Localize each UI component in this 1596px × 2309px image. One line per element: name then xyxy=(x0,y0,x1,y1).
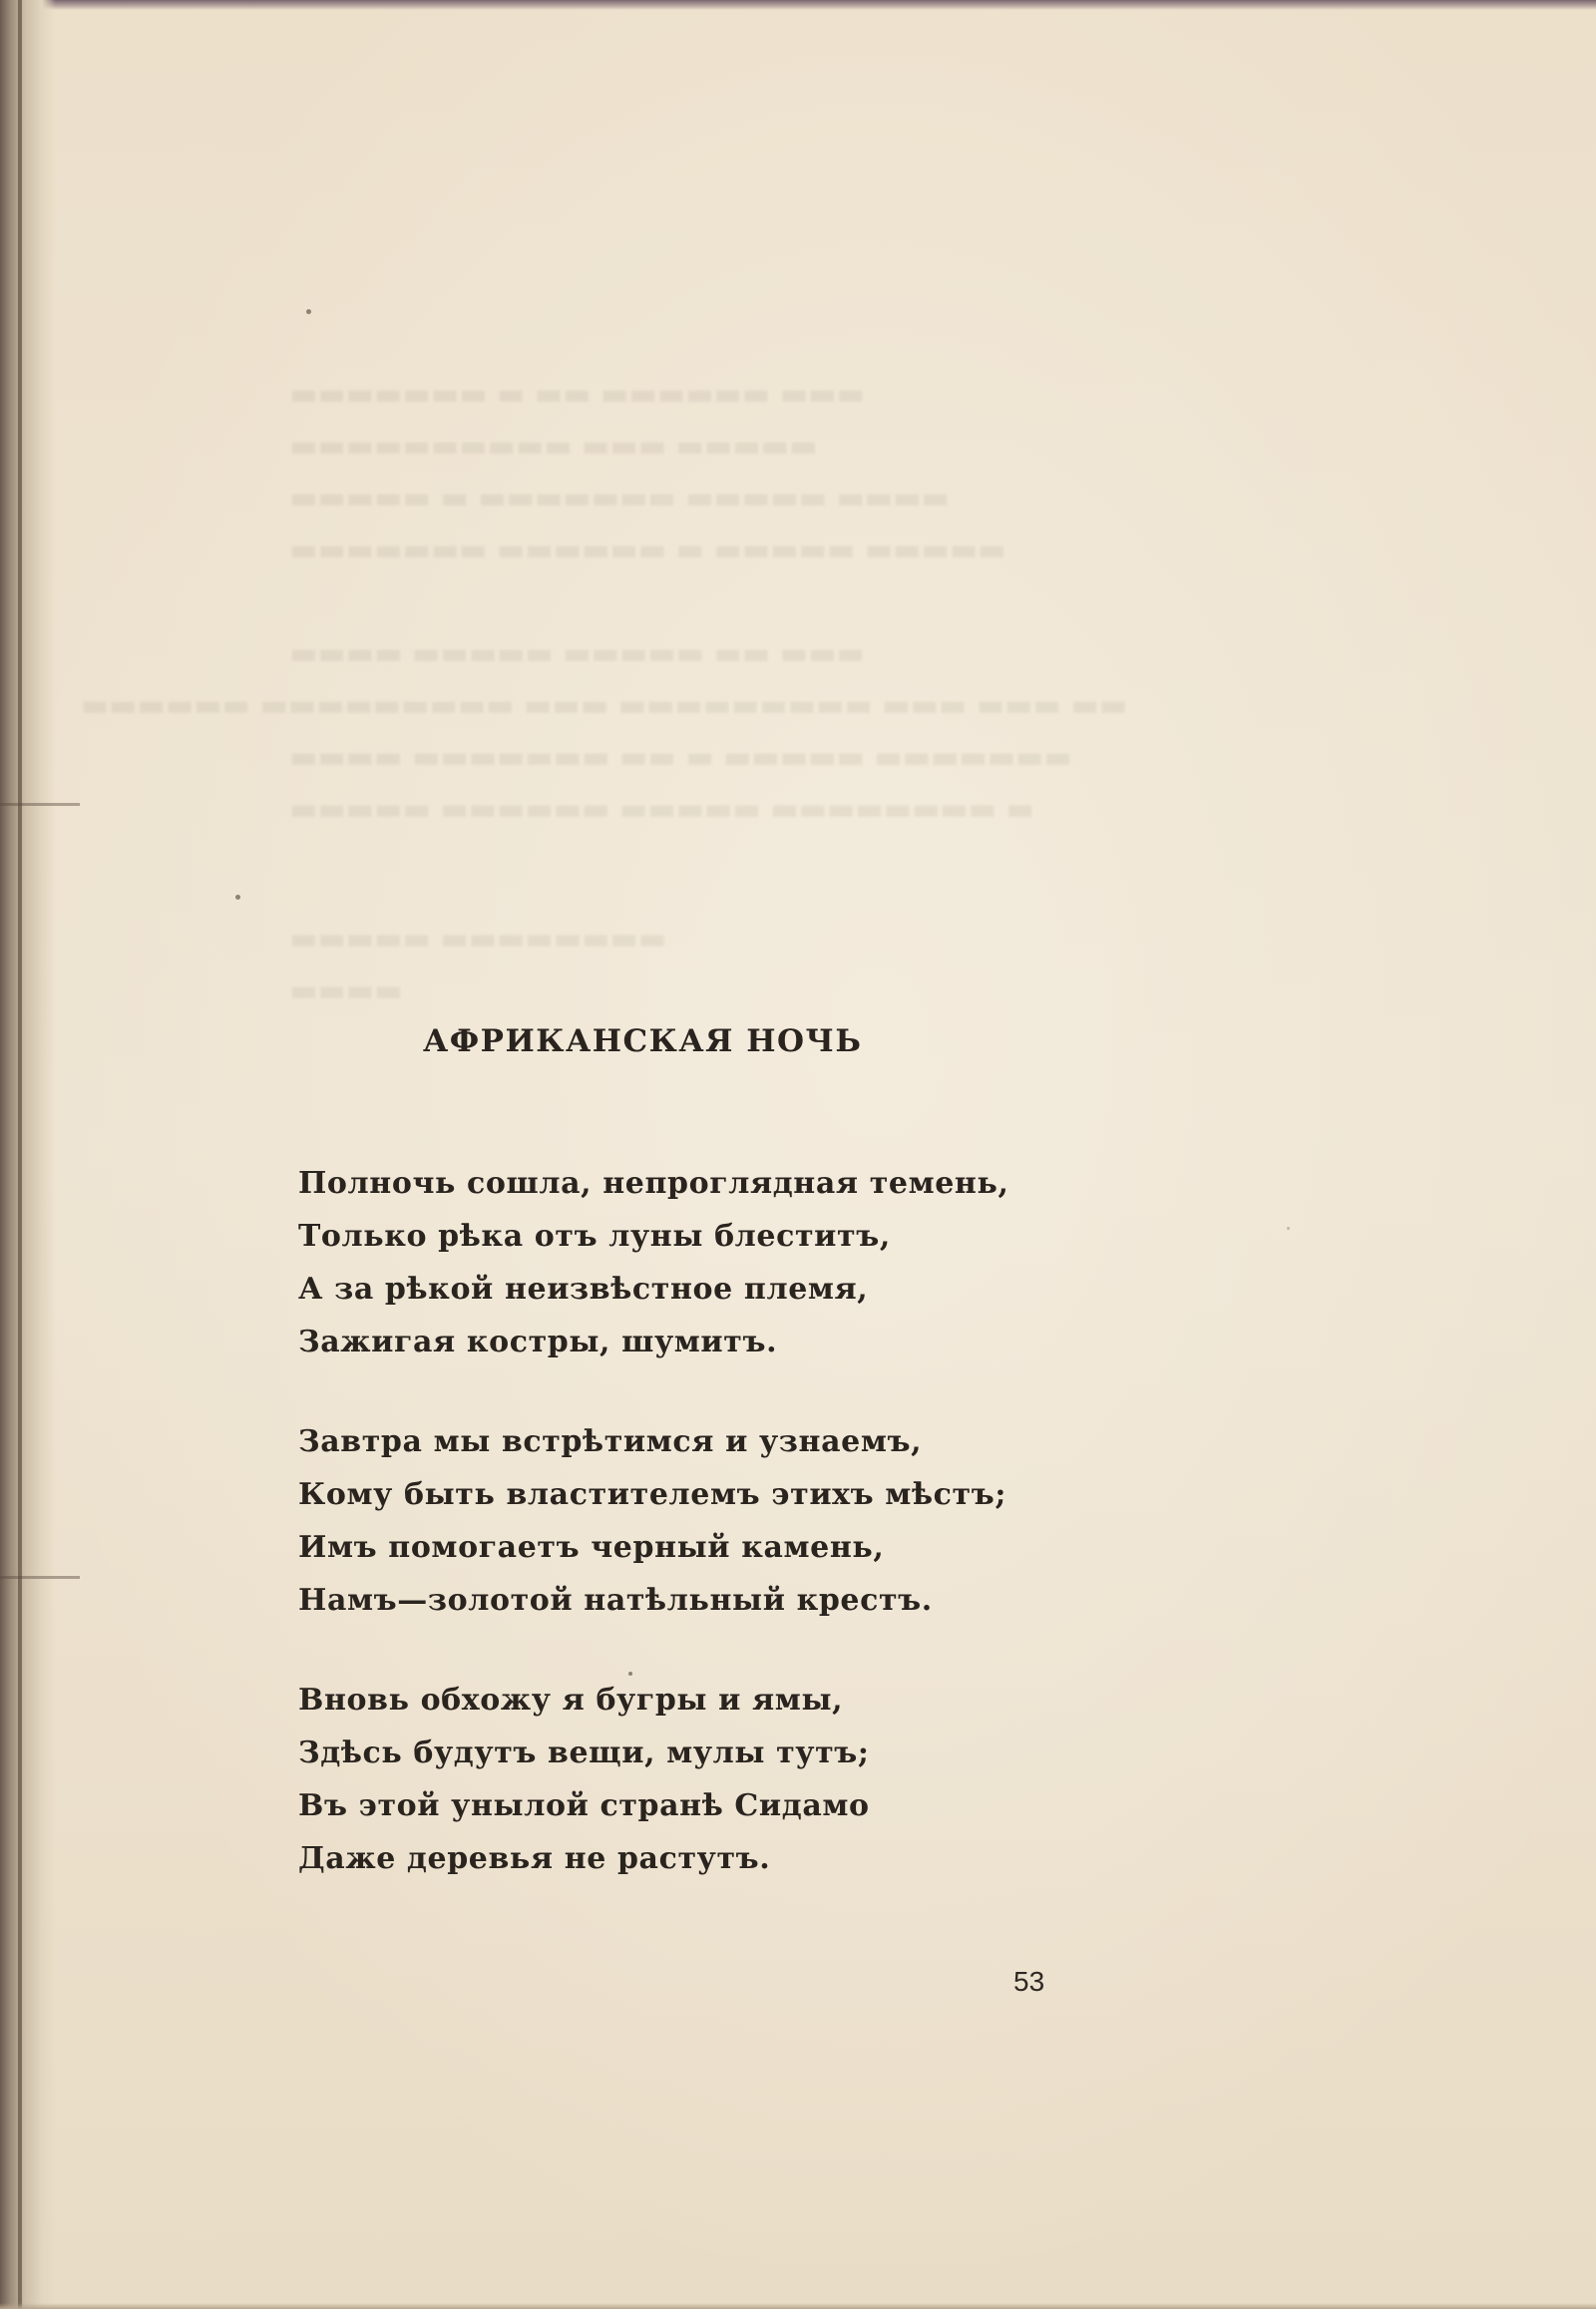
poem-line: Зажигая костры, шумитъ. xyxy=(298,1325,778,1359)
poem-line: Въ этой унылой странѣ Сидамо xyxy=(298,1788,870,1823)
paper-speck xyxy=(1287,1227,1290,1230)
paper-speck xyxy=(235,895,240,900)
spine-tear-mark xyxy=(0,1576,80,1579)
page-top-edge xyxy=(0,0,1596,10)
poem-body xyxy=(298,1157,1196,1932)
poem-line: Даже деревья не растутъ. xyxy=(298,1841,771,1876)
poem-line: Кому быть властителемъ этихъ мѣстъ; xyxy=(298,1477,1007,1512)
poem-line: Имъ помогаетъ черный камень, xyxy=(298,1530,885,1565)
stanza xyxy=(298,1157,1196,1368)
poem-line: Вновь обхожу я бугры и ямы, xyxy=(298,1683,844,1718)
bleed-through-text: ▬▬▬ ▬▬▬▬▬▬ ▬▬ ▬ ▬▬▬▬▬▬▬ ▬▬▬▬▬ ▬▬▬ ▬▬▬▬▬▬▬▬▬▬ ▬▬▬▬ ▬▬▬▬▬ ▬▬▬▬▬▬▬ ▬ ▬▬▬▬▬ ▬▬▬▬▬ ▬▬▬▬▬ ▬ ▬▬▬▬▬▬ ▬▬▬▬▬▬▬ ▬▬▬ ▬▬ ▬▬▬▬▬ ▬▬▬▬▬ ▬▬▬▬ ▬▬ ▬▬▬ ▬▬▬ ▬▬▬▬▬▬▬▬▬ ▬▬▬ ▬▬▬▬▬▬▬▬▬ ▬▬▬▬▬▬ ▬▬▬▬▬▬▬ ▬▬▬▬▬ ▬ ▬▬ ▬▬▬▬▬▬▬ ▬▬▬▬ ▬ ▬▬▬▬▬▬▬▬ ▬▬▬▬▬ ▬▬▬▬▬▬ ▬▬▬▬▬ ▬▬▬▬▬▬▬▬ ▬▬▬▬▬ ▬▬▬▬ xyxy=(80,377,1127,1008)
book-spine-shadow xyxy=(0,0,56,2309)
poem-line: Только рѣка отъ луны блеститъ, xyxy=(298,1219,891,1254)
stanza xyxy=(298,1674,1196,1885)
stanza xyxy=(298,1415,1196,1627)
poem-line: Намъ—золотой натѣльный крестъ. xyxy=(298,1583,933,1618)
page-bottom-edge xyxy=(0,2303,1596,2309)
paper-speck xyxy=(306,309,311,314)
poem-title: АФРИКАНСКАЯ НОЧЬ xyxy=(423,1023,863,1059)
poem-line: Полночь сошла, непроглядная темень, xyxy=(298,1166,1009,1201)
spine-fold-line xyxy=(18,0,22,2309)
poem-line: Завтра мы встрѣтимся и узнаемъ, xyxy=(298,1424,923,1459)
spine-tear-mark xyxy=(0,803,80,806)
page-number: 53 xyxy=(1013,1966,1045,1997)
poem-line: А за рѣкой неизвѣстное племя, xyxy=(298,1272,869,1307)
poem-line: Здѣсь будутъ вещи, мулы тутъ; xyxy=(298,1735,870,1770)
